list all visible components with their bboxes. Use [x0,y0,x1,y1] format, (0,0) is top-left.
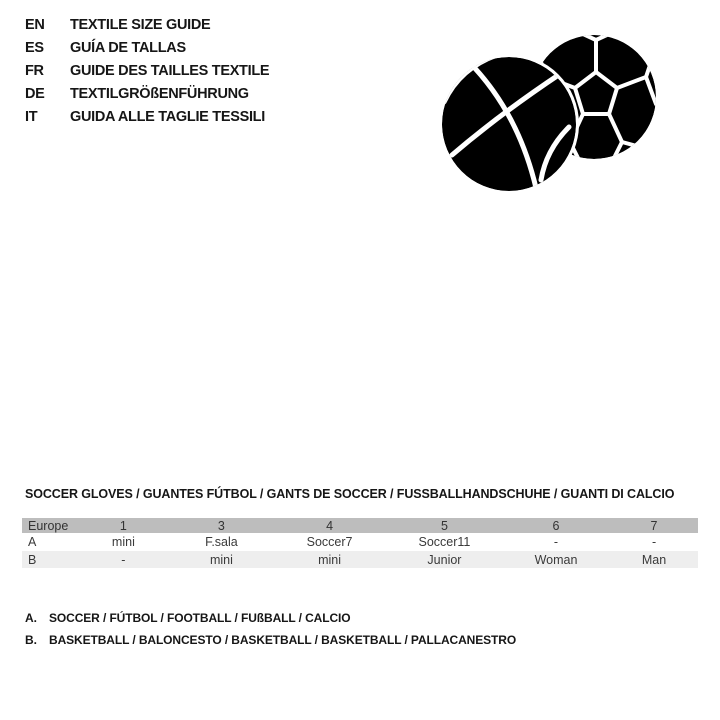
language-row-fr [25,59,269,82]
cell-a-7: - [610,535,698,551]
table-row-b [22,551,698,568]
column-header-5: 5 [387,518,502,535]
cell-b-3: mini [171,551,272,568]
language-list [25,13,269,128]
size-table-header-row [22,518,698,535]
cell-a-5: Soccer11 [387,535,502,551]
language-code: IT [25,108,38,125]
cell-a-3: F.sala [171,535,272,551]
table-row-a [22,535,698,551]
language-row-en [25,13,269,36]
language-row-it [25,105,269,128]
balls-illustration [420,10,720,230]
language-row-de [25,82,269,105]
language-code: FR [25,62,44,79]
footnote-a [25,607,516,629]
cell-b-6: Woman [502,551,610,568]
footnote-text: BASKETBALL / BALONCESTO / BASKETBALL / BASKETBALL / PALLACANESTRO [49,633,517,647]
cell-b-1: - [76,551,171,568]
cell-a-4: Soccer7 [272,535,387,551]
size-guide-title: SOCCER GLOVES / GUANTES FÚTBOL / GANTS DE SOCCER / FUSSBALLHANDSCHUHE / GUANTI DI CALCIO [25,487,675,501]
row-label: A [22,535,76,551]
footnotes [25,607,516,651]
language-row-es [25,36,269,59]
column-header-4: 4 [272,518,387,535]
column-header-6: 6 [502,518,610,535]
column-header-1: 1 [76,518,171,535]
cell-a-1: mini [76,535,171,551]
cell-b-4: mini [272,551,387,568]
cell-b-5: Junior [387,551,502,568]
footnote-b [25,629,516,651]
language-code: EN [25,16,45,33]
language-code: ES [25,39,44,56]
language-title: GUIDE DES TAILLES TEXTILE [70,62,270,79]
cell-b-7: Man [610,551,698,568]
column-header-europe: Europe [22,518,76,535]
footnote-text: SOCCER / FÚTBOL / FOOTBALL / FUßBALL / CALCIO [49,611,351,625]
row-label: B [22,551,76,568]
column-header-7: 7 [610,518,698,535]
language-title: GUIDA ALLE TAGLIE TESSILI [70,108,265,125]
language-title: TEXTILGRÖßENFÜHRUNG [70,85,249,102]
cell-a-6: - [502,535,610,551]
column-header-3: 3 [171,518,272,535]
language-title: GUÍA DE TALLAS [70,39,186,56]
footnote-marker: A. [25,611,37,625]
size-table [22,518,698,568]
language-code: DE [25,85,45,102]
language-title: TEXTILE SIZE GUIDE [70,16,211,33]
footnote-marker: B. [25,633,37,647]
